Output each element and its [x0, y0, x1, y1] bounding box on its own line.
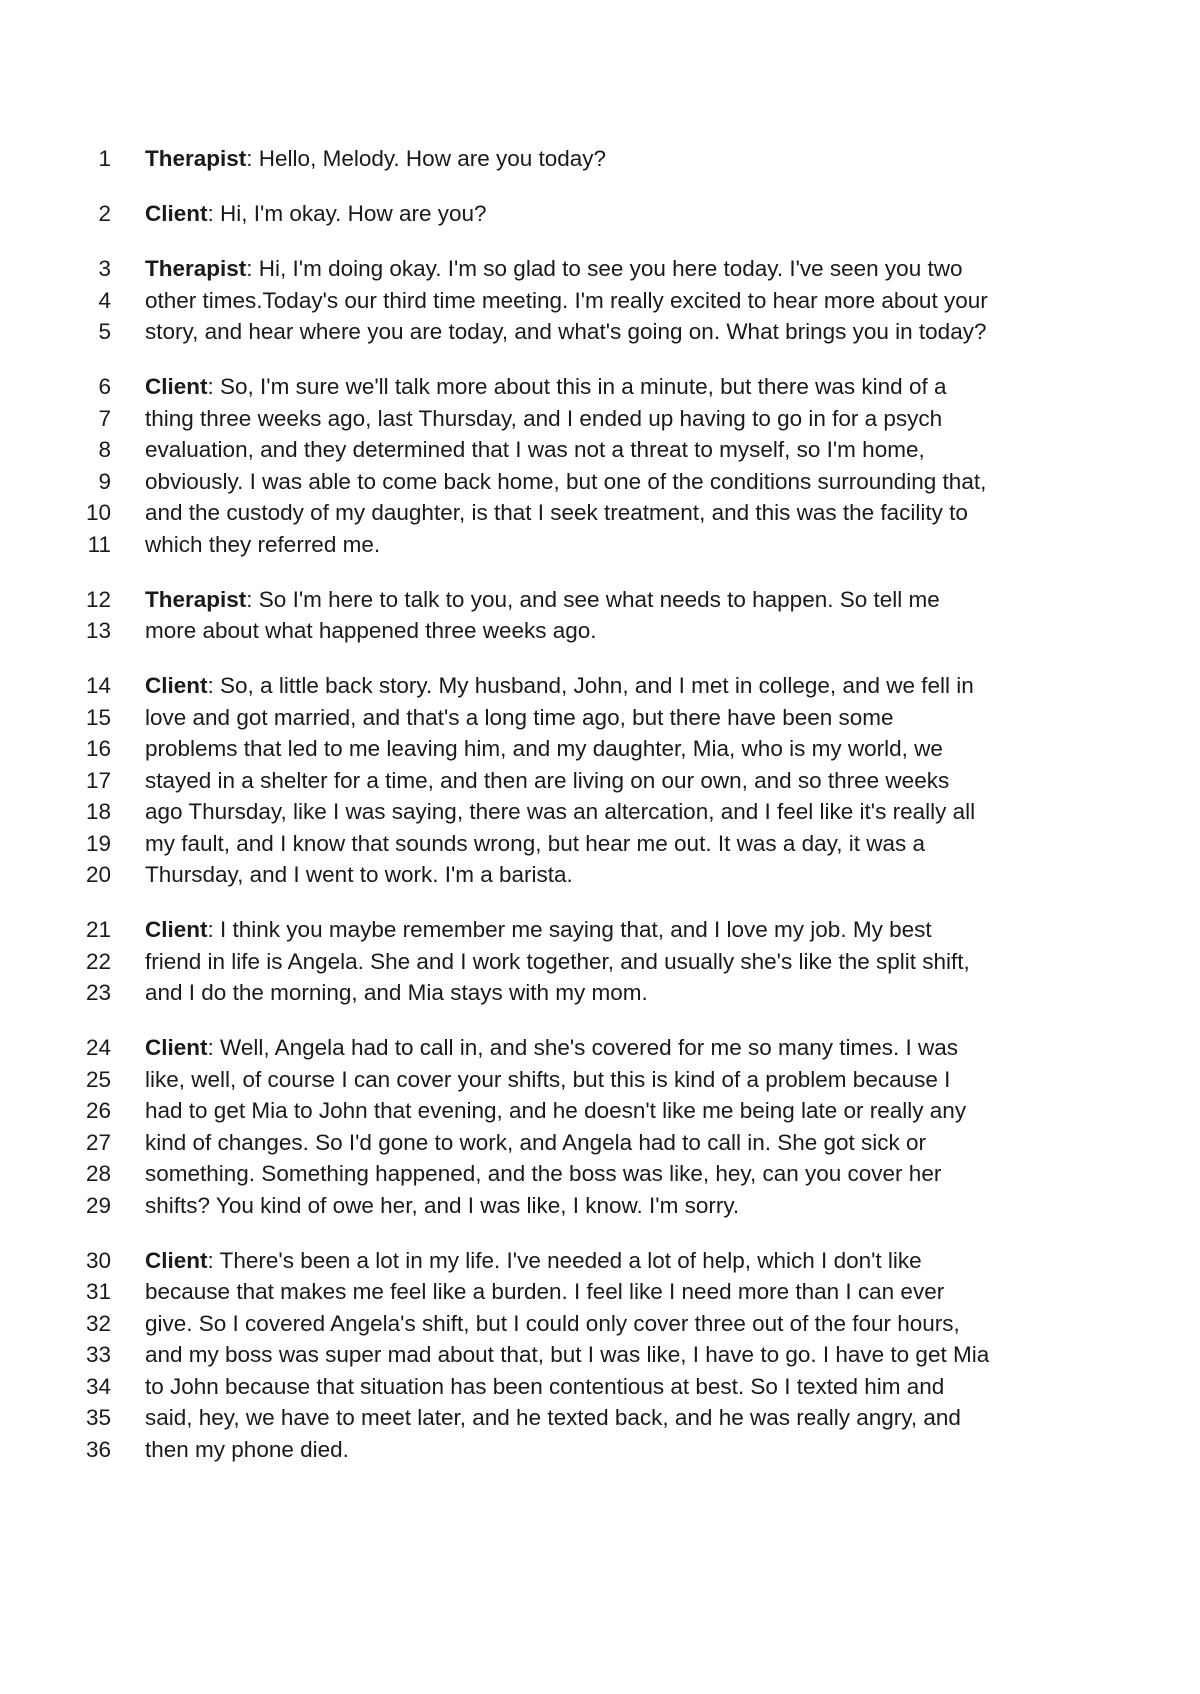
line-text: [145, 1127, 926, 1159]
line-number: 12: [85, 586, 111, 612]
utterance-text: Hi, I'm doing okay. I'm so glad to see you here today. I've seen you two: [258, 256, 963, 281]
line-number: 15: [85, 704, 111, 730]
line-number: 13: [85, 618, 111, 643]
utterance-text: love and got married, and that's a long time ago, but there have been some: [145, 704, 894, 730]
utterance-text: and the custody of my daughter, is that I seek treatment, and this was the facility to: [145, 500, 968, 525]
utterance-text: something. Something happened, and the boss was like, hey, can you cover her: [145, 1161, 942, 1186]
speaker-label: Client: [145, 917, 208, 942]
line-text: [145, 434, 925, 466]
line-text: Therapist: Hello, Melody. How are you today?: [145, 146, 607, 171]
line-text: Therapist: So I'm here to talk to you, and see what needs to happen. So tell me: [145, 586, 940, 612]
transcript-line: [0, 584, 1200, 616]
line-text: Client: Hi, I'm okay. How are you?: [145, 201, 487, 226]
utterance-text: and my boss was super mad about that, but I was like, I have to go. I have to get Mia: [145, 1342, 990, 1367]
speaker-label: Therapist: [145, 586, 247, 612]
line-text: [145, 765, 949, 797]
line-number: 10: [85, 500, 111, 525]
transcript-line: [0, 434, 1200, 466]
line-number: 34: [85, 1373, 111, 1399]
transcript-line: [0, 1127, 1200, 1159]
line-number: 33: [85, 1342, 111, 1367]
line-text: [145, 1095, 966, 1127]
speaker-label: Client: [145, 201, 208, 226]
utterance-text: thing three weeks ago, last Thursday, and I ended up having to go in for a psych: [145, 405, 943, 431]
line-text: Client: So, I'm sure we'll talk more about this in a minute, but there was kind of a: [145, 374, 947, 399]
transcript-line: [0, 670, 1200, 702]
utterance-text: stayed in a shelter for a time, and then are living on our own, and so three weeks: [145, 767, 950, 793]
transcript-line: [0, 796, 1200, 828]
transcript-line: [0, 1245, 1200, 1277]
line-number: 23: [85, 980, 111, 1005]
transcript-line: [0, 1371, 1200, 1403]
transcript-paragraph: [0, 198, 1200, 230]
line-text: [145, 733, 943, 765]
line-number: 36: [85, 1436, 111, 1462]
transcript-line: [0, 529, 1200, 561]
utterance-text: Well, Angela had to call in, and she's covered for me so many times. I was: [220, 1035, 959, 1060]
line-number: 11: [87, 531, 111, 557]
speaker-label: Client: [145, 673, 208, 698]
speaker-label: Therapist: [145, 146, 247, 171]
utterance-text: like, well, of course I can cover your shifts, but this is kind of a problem because I: [145, 1066, 951, 1092]
utterance-text: and I do the morning, and Mia stays with my mom.: [145, 980, 648, 1005]
utterance-text: So, I'm sure we'll talk more about this in a minute, but there was kind of a: [220, 374, 947, 399]
line-number: 14: [85, 673, 111, 698]
line-number: 25: [85, 1066, 111, 1092]
utterance-text: shifts? You kind of owe her, and I was like, I know. I'm sorry.: [145, 1192, 740, 1218]
transcript-line: [0, 702, 1200, 734]
speaker-label: Client: [145, 1035, 208, 1060]
line-text: Client: Well, Angela had to call in, and she's covered for me so many times. I was: [145, 1035, 959, 1060]
transcript-line: [0, 615, 1200, 647]
utterance-text: Hello, Melody. How are you today?: [258, 146, 607, 171]
line-text: Therapist: Hi, I'm doing okay. I'm so glad to see you here today. I've seen you two: [145, 256, 963, 281]
line-text: [145, 497, 968, 529]
transcript-line: [0, 1095, 1200, 1127]
transcript-line: [0, 1434, 1200, 1466]
speaker-label: Therapist: [145, 256, 247, 281]
transcript-line: [0, 946, 1200, 978]
transcript-line: [0, 198, 1200, 230]
transcript-paragraph: [0, 143, 1200, 175]
line-text: [145, 1434, 349, 1466]
transcript-paragraph: [0, 1032, 1200, 1221]
utterance-text: I think you maybe remember me saying that, and I love my job. My best: [220, 917, 932, 942]
line-number: 21: [85, 917, 111, 942]
transcript-page: [0, 143, 1200, 1489]
transcript-line: [0, 403, 1200, 435]
line-text: Client: So, a little back story. My husband, John, and I met in college, and we fell in: [145, 673, 974, 698]
utterance-text: Hi, I'm okay. How are you?: [220, 201, 487, 226]
line-text: [145, 796, 975, 828]
utterance-text: story, and hear where you are today, and what's going on. What brings you in today?: [145, 319, 987, 344]
line-number: 1: [98, 146, 111, 171]
line-number: 28: [85, 1161, 111, 1186]
utterance-text: obviously. I was able to come back home, but one of the conditions surrounding that,: [145, 468, 987, 494]
transcript-line: [0, 914, 1200, 946]
line-text: Client: There's been a lot in my life. I've needed a lot of help, which I don't like: [145, 1247, 922, 1273]
transcript-paragraph: [0, 670, 1200, 891]
line-number: 17: [85, 767, 111, 793]
line-number: 27: [85, 1129, 111, 1155]
line-number: 7: [98, 405, 111, 431]
utterance-text: to John because that situation has been contentious at best. So I texted him and: [145, 1373, 945, 1399]
transcript-paragraph: [0, 371, 1200, 560]
line-number: 22: [85, 948, 111, 974]
line-number: 9: [98, 468, 111, 494]
transcript-line: [0, 285, 1200, 317]
transcript-line: [0, 733, 1200, 765]
transcript-line: [0, 828, 1200, 860]
line-text: [145, 1158, 941, 1190]
line-text: [145, 1190, 739, 1222]
line-text: [145, 1276, 944, 1308]
line-number: 3: [98, 256, 111, 281]
line-text: [145, 316, 986, 348]
transcript-line: [0, 1276, 1200, 1308]
transcript-line: [0, 1308, 1200, 1340]
utterance-text: which they referred me.: [145, 531, 381, 557]
transcript-line: [0, 1032, 1200, 1064]
line-number: 8: [98, 437, 111, 462]
transcript-paragraph: [0, 1245, 1200, 1466]
utterance-text: There's been a lot in my life. I've needed a lot of help, which I don't like: [219, 1247, 922, 1273]
utterance-text: because that makes me feel like a burden. I feel like I need more than I can ever: [145, 1279, 945, 1304]
transcript-line: [0, 466, 1200, 498]
utterance-text: then my phone died.: [145, 1436, 349, 1462]
line-text: [145, 702, 894, 734]
line-number: 6: [98, 374, 111, 399]
transcript-line: [0, 1190, 1200, 1222]
utterance-text: friend in life is Angela. She and I work together, and usually she's like the split shift,: [145, 948, 970, 974]
line-text: [145, 1308, 960, 1340]
line-number: 4: [98, 287, 111, 313]
line-text: [145, 1371, 944, 1403]
line-number: 5: [98, 319, 111, 344]
transcript-line: [0, 143, 1200, 175]
transcript-line: [0, 253, 1200, 285]
transcript-line: [0, 1064, 1200, 1096]
line-text: [145, 466, 986, 498]
line-number: 35: [85, 1405, 111, 1430]
line-text: [145, 285, 988, 317]
line-text: [145, 828, 925, 860]
utterance-text: other times.Today's our third time meeting. I'm really excited to hear more about your: [145, 287, 988, 313]
utterance-text: said, hey, we have to meet later, and he texted back, and he was really angry, and: [145, 1405, 961, 1430]
line-text: [145, 859, 573, 891]
transcript-line: [0, 371, 1200, 403]
transcript-line: [0, 977, 1200, 1009]
utterance-text: give. So I covered Angela's shift, but I could only cover three out of the four hours,: [145, 1310, 960, 1336]
line-number: 2: [98, 201, 111, 226]
transcript-line: [0, 497, 1200, 529]
line-text: [145, 403, 942, 435]
transcript-line: [0, 1158, 1200, 1190]
line-text: Client: I think you maybe remember me saying that, and I love my job. My best: [145, 917, 932, 942]
utterance-text: ago Thursday, like I was saying, there was an altercation, and I feel like it's really all: [145, 799, 976, 824]
utterance-text: more about what happened three weeks ago.: [145, 618, 597, 643]
transcript-paragraph: [0, 253, 1200, 348]
line-number: 26: [85, 1098, 111, 1123]
line-number: 24: [85, 1035, 111, 1060]
line-text: [145, 977, 648, 1009]
transcript-line: [0, 1402, 1200, 1434]
transcript-paragraph: [0, 914, 1200, 1009]
speaker-label: Client: [145, 374, 208, 399]
utterance-text: problems that led to me leaving him, and my daughter, Mia, who is my world, we: [145, 736, 943, 761]
transcript-line: [0, 765, 1200, 797]
line-number: 30: [85, 1247, 111, 1273]
transcript-line: [0, 316, 1200, 348]
utterance-text: So, a little back story. My husband, John, and I met in college, and we fell in: [220, 673, 974, 698]
line-number: 29: [85, 1192, 111, 1218]
line-number: 19: [85, 830, 111, 856]
utterance-text: had to get Mia to John that evening, and he doesn't like me being late or really any: [145, 1098, 967, 1123]
transcript-line: [0, 1339, 1200, 1371]
utterance-text: my fault, and I know that sounds wrong, but hear me out. It was a day, it was a: [145, 830, 925, 856]
line-text: [145, 1339, 989, 1371]
transcript-line: [0, 859, 1200, 891]
line-number: 16: [85, 736, 111, 761]
line-text: [145, 1064, 950, 1096]
line-number: 20: [85, 862, 111, 887]
utterance-text: So I'm here to talk to you, and see what needs to happen. So tell me: [258, 586, 940, 612]
line-text: [145, 946, 970, 978]
transcript-paragraph: [0, 584, 1200, 647]
utterance-text: Thursday, and I went to work. I'm a barista.: [145, 862, 573, 887]
line-number: 18: [85, 799, 111, 824]
line-number: 31: [85, 1279, 111, 1304]
line-number: 32: [85, 1310, 111, 1336]
line-text: [145, 529, 380, 561]
utterance-text: kind of changes. So I'd gone to work, and Angela had to call in. She got sick or: [145, 1129, 927, 1155]
utterance-text: evaluation, and they determined that I was not a threat to myself, so I'm home,: [145, 437, 925, 462]
speaker-label: Client: [145, 1247, 208, 1273]
line-text: [145, 1402, 961, 1434]
line-text: [145, 615, 597, 647]
